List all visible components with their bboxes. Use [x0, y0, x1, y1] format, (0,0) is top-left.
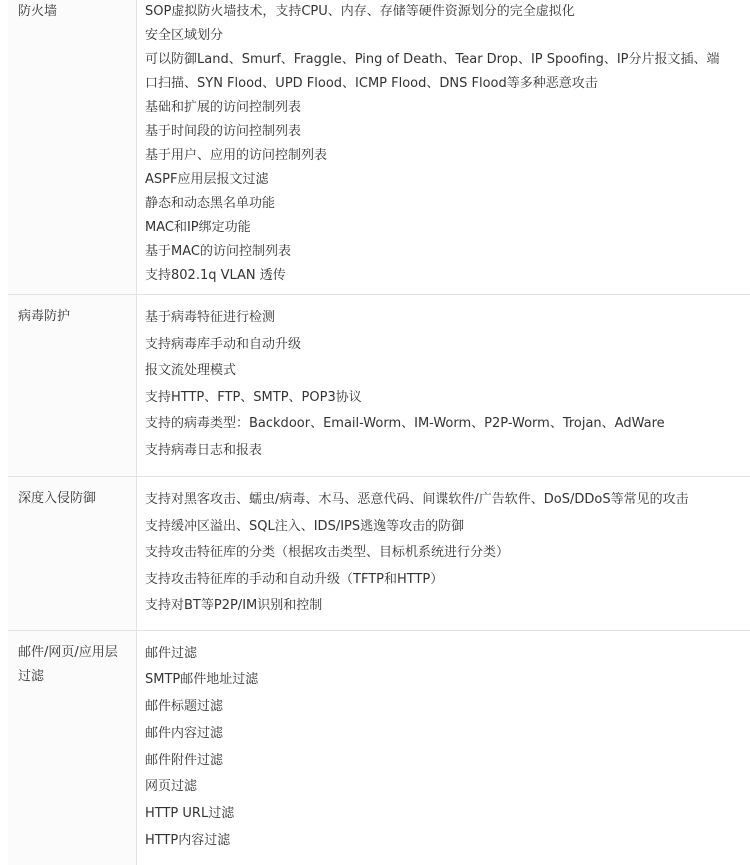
- feature-item: 支持的病毒类型：Backdoor、Email-Worm、IM-Worm、P2P-Worm、Trojan、AdWare: [145, 411, 750, 438]
- table-row-antivirus: [8, 295, 750, 477]
- feature-cell: [137, 630, 750, 865]
- feature-list: [145, 477, 750, 630]
- feature-list: [145, 0, 750, 294]
- feature-item: 支持802.1q VLAN 透传: [145, 264, 750, 288]
- feature-item: 报文流处理模式: [145, 358, 750, 385]
- category-label: 邮件/网页/应用层过滤: [18, 631, 122, 689]
- feature-item: 基于用户、应用的访问控制列表: [145, 144, 750, 168]
- feature-cell: [137, 0, 750, 295]
- feature-item: 基于病毒特征进行检测: [145, 305, 750, 332]
- category-label: 病毒防护: [18, 295, 122, 329]
- feature-item: 基于时间段的访问控制列表: [145, 120, 750, 144]
- feature-item: 邮件附件过滤: [145, 748, 750, 775]
- feature-item: SOP虚拟防火墙技术，支持CPU、内存、存储等硬件资源划分的完全虚拟化: [145, 0, 750, 24]
- feature-item: 基于MAC的访问控制列表: [145, 240, 750, 264]
- feature-item: 基础和扩展的访问控制列表: [145, 96, 750, 120]
- feature-item: 网页过滤: [145, 774, 750, 801]
- feature-item: HTTP URL过滤: [145, 801, 750, 828]
- feature-item: 静态和动态黑名单功能: [145, 192, 750, 216]
- category-cell: [8, 477, 137, 631]
- feature-item: 支持病毒日志和报表: [145, 438, 750, 465]
- feature-item: HTTP内容过滤: [145, 828, 750, 855]
- feature-list: [145, 295, 750, 476]
- category-label: 防火墙: [18, 0, 122, 24]
- feature-item: 邮件内容过滤: [145, 721, 750, 748]
- feature-item: 支持对BT等P2P/IM识别和控制: [145, 593, 750, 620]
- category-cell: [8, 295, 137, 477]
- category-cell: [8, 0, 137, 295]
- category-label: 深度入侵防御: [18, 477, 122, 511]
- feature-cell: [137, 295, 750, 477]
- feature-item: SMTP邮件地址过滤: [145, 667, 750, 694]
- feature-item: 邮件过滤: [145, 641, 750, 668]
- feature-item: 支持缓冲区溢出、SQL注入、IDS/IPS逃逸等攻击的防御: [145, 514, 750, 541]
- feature-item: 支持HTTP、FTP、SMTP、POP3协议: [145, 385, 750, 412]
- feature-cell: [137, 477, 750, 631]
- feature-item: 支持对黑客攻击、蠕虫/病毒、木马、恶意代码、间谍软件/广告软件、DoS/DDoS等常见的攻击: [145, 487, 750, 514]
- feature-item: 可以防御Land、Smurf、Fraggle、Ping of Death、Tear Drop、IP Spoofing、IP分片报文插、端口扫描、SYN Flood、UPD Flood、ICMP Flood、DNS Flood等多种恶意攻击: [145, 48, 721, 96]
- feature-item: 邮件标题过滤: [145, 694, 750, 721]
- feature-item: 支持攻击特征库的分类（根据攻击类型、目标机系统进行分类）: [145, 540, 750, 567]
- feature-item: 支持攻击特征库的手动和自动升级（TFTP和HTTP）: [145, 567, 750, 594]
- table-row-mail-web-filter: [8, 630, 750, 865]
- spec-table: [8, 0, 750, 865]
- category-cell: [8, 630, 137, 865]
- table-row-ips: [8, 477, 750, 631]
- feature-item: 安全区域划分: [145, 24, 750, 48]
- feature-list: [145, 631, 750, 865]
- feature-item: 支持病毒库手动和自动升级: [145, 332, 750, 359]
- table-row-firewall: [8, 0, 750, 295]
- feature-item: ASPF应用层报文过滤: [145, 168, 750, 192]
- feature-item: MAC和IP绑定功能: [145, 216, 750, 240]
